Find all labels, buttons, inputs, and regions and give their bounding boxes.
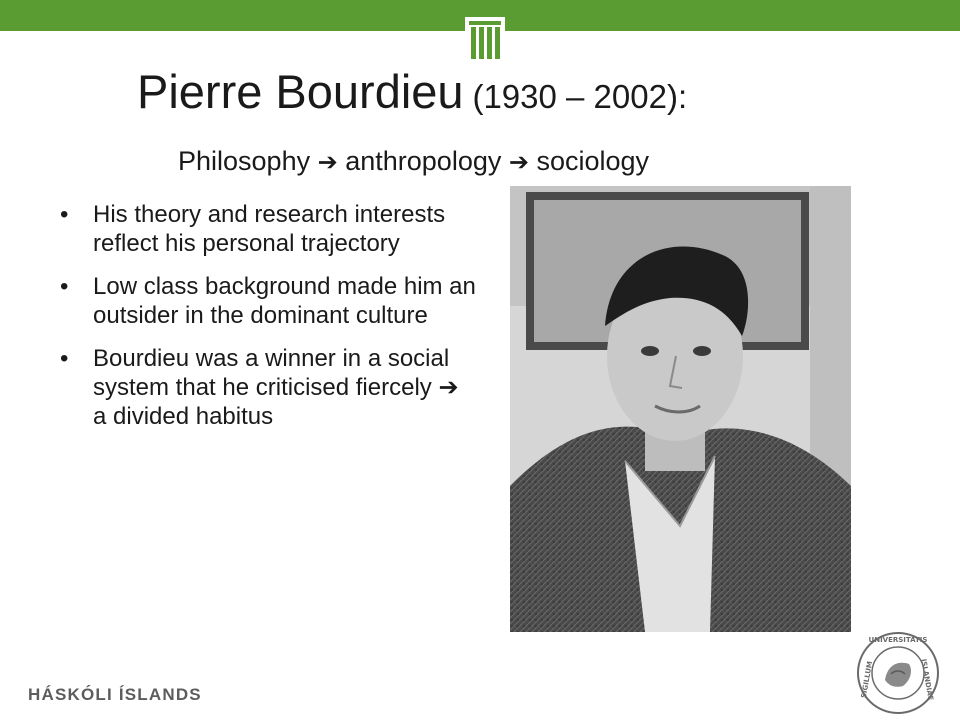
bullet-list — [60, 200, 480, 445]
bullet-text: Bourdieu was a winner in a social system that he criticised fiercely — [93, 345, 450, 401]
svg-text:ISLANDIAE: ISLANDIAE — [919, 658, 935, 702]
institution-name: HÁSKÓLI ÍSLANDS — [28, 685, 202, 704]
right-arrow-icon: ➔ — [317, 149, 338, 176]
university-seal-icon — [855, 630, 941, 716]
subtitle-philosophy: Philosophy — [178, 146, 311, 176]
page-title — [137, 64, 687, 119]
portrait-photo — [510, 186, 851, 632]
bullet-text: Low class background made him an outsider in the dominant culture — [93, 273, 476, 329]
bullet-tail: a divided habitus — [93, 403, 274, 430]
title-dates: (1930 – 2002): — [472, 78, 688, 115]
title-name: Pierre Bourdieu — [137, 65, 464, 118]
svg-text:SIGILLUM: SIGILLUM — [859, 660, 875, 699]
right-arrow-icon: ➔ — [438, 374, 459, 401]
right-arrow-icon: ➔ — [508, 149, 529, 176]
svg-text:UNIVERSITATIS: UNIVERSITATIS — [868, 636, 928, 644]
subtitle — [178, 146, 649, 177]
bullet-item — [60, 200, 480, 258]
bullet-item — [60, 344, 480, 431]
subtitle-anthropology: anthropology — [345, 146, 502, 176]
bullet-text: His theory and research interests reflect his personal trajectory — [93, 201, 446, 257]
bullet-item — [60, 272, 480, 330]
subtitle-sociology: sociology — [536, 146, 650, 176]
pillars-logo-icon — [465, 17, 505, 63]
